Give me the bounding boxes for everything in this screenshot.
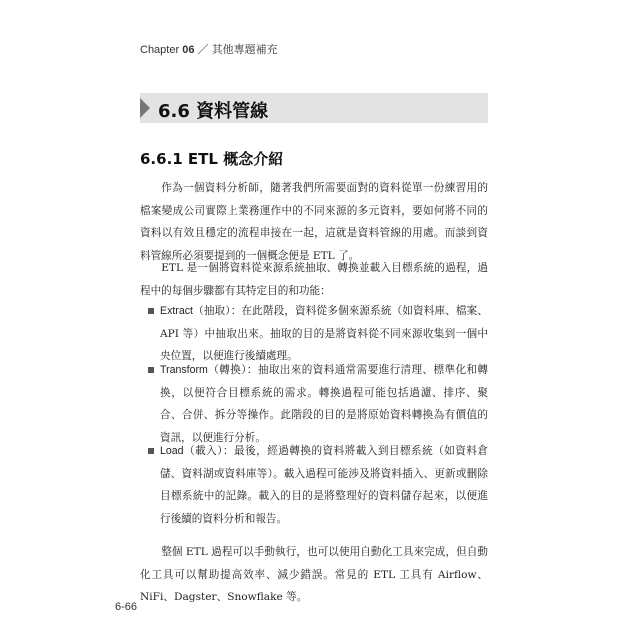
chevron-right-icon [140, 98, 150, 118]
chapter-title: 其他專題補充 [211, 44, 278, 56]
bullet-term: Transform（轉換） [160, 364, 247, 376]
bullet-text: ：抽取出來的資料通常需要進行清理、標準化和轉換，以便符合目標系統的需求。轉換過程可能包括過濾、排序、聚合、合併、拆分等操作。此階段的目的是將原始資料轉換為有價值的資訊，以便進行分析。 [160, 364, 488, 444]
etl-definition-paragraph: ETL 是一個將資料從來源系統抽取、轉換並載入目標系統的過程，過程中的每個步驟都有其特定目的和功能： [140, 262, 488, 297]
chapter-prefix: Chapter [140, 44, 180, 56]
bullet-square-icon [148, 448, 154, 454]
summary-paragraph: 整個 ETL 過程可以手動執行，也可以使用自動化工具來完成，但自動化工具可以幫助提高效率、減少錯誤。常見的 ETL 工具有 Airflow、NiFi、Dagster、Snowflake 等。 [140, 546, 488, 603]
bullet-text: ：在此階段，資料從多個來源系統（如資料庫、檔案、API 等）中抽取出來。抽取的目的是將資料從不同來源收集到一個中央位置，以便進行後續處理。 [160, 305, 488, 362]
bullet-transform [160, 359, 488, 449]
subsection-title: 6.6.1 ETL 概念介紹 [140, 150, 284, 168]
page-number: 6-66 [115, 601, 138, 613]
bullet-square-icon [148, 367, 154, 373]
bullet-term: Extract（抽取） [160, 305, 231, 317]
header-separator: ／ [197, 44, 209, 56]
intro-paragraph: 作為一個資料分析師，隨著我們所需要面對的資料從單一份練習用的檔案變成公司實際上業務運作中的不同來源的多元資料，要如何將不同的資料以有效且穩定的流程串接在一起，這就是資料管線的用處。而談到資料管線所必須要提到的一個概念便是 ETL 了。 [140, 182, 488, 262]
bullet-load [160, 440, 488, 530]
bullet-square-icon [148, 308, 154, 314]
section-title: 6.6 資料管線 [158, 101, 269, 122]
running-header [140, 41, 278, 57]
section-heading-banner [140, 93, 488, 123]
bullet-extract [160, 300, 488, 368]
bullet-text: ：最後，經過轉換的資料將載入到目標系統（如資料倉儲、資料湖或資料庫等）。載入過程可能涉及將資料插入、更新或刪除目標系統中的記錄。載入的目的是將整理好的資料儲存起來，以便進行後續的資料分析和報告。 [160, 445, 488, 525]
bullet-term: Load（載入） [160, 445, 223, 457]
chapter-number: 06 [182, 44, 195, 56]
